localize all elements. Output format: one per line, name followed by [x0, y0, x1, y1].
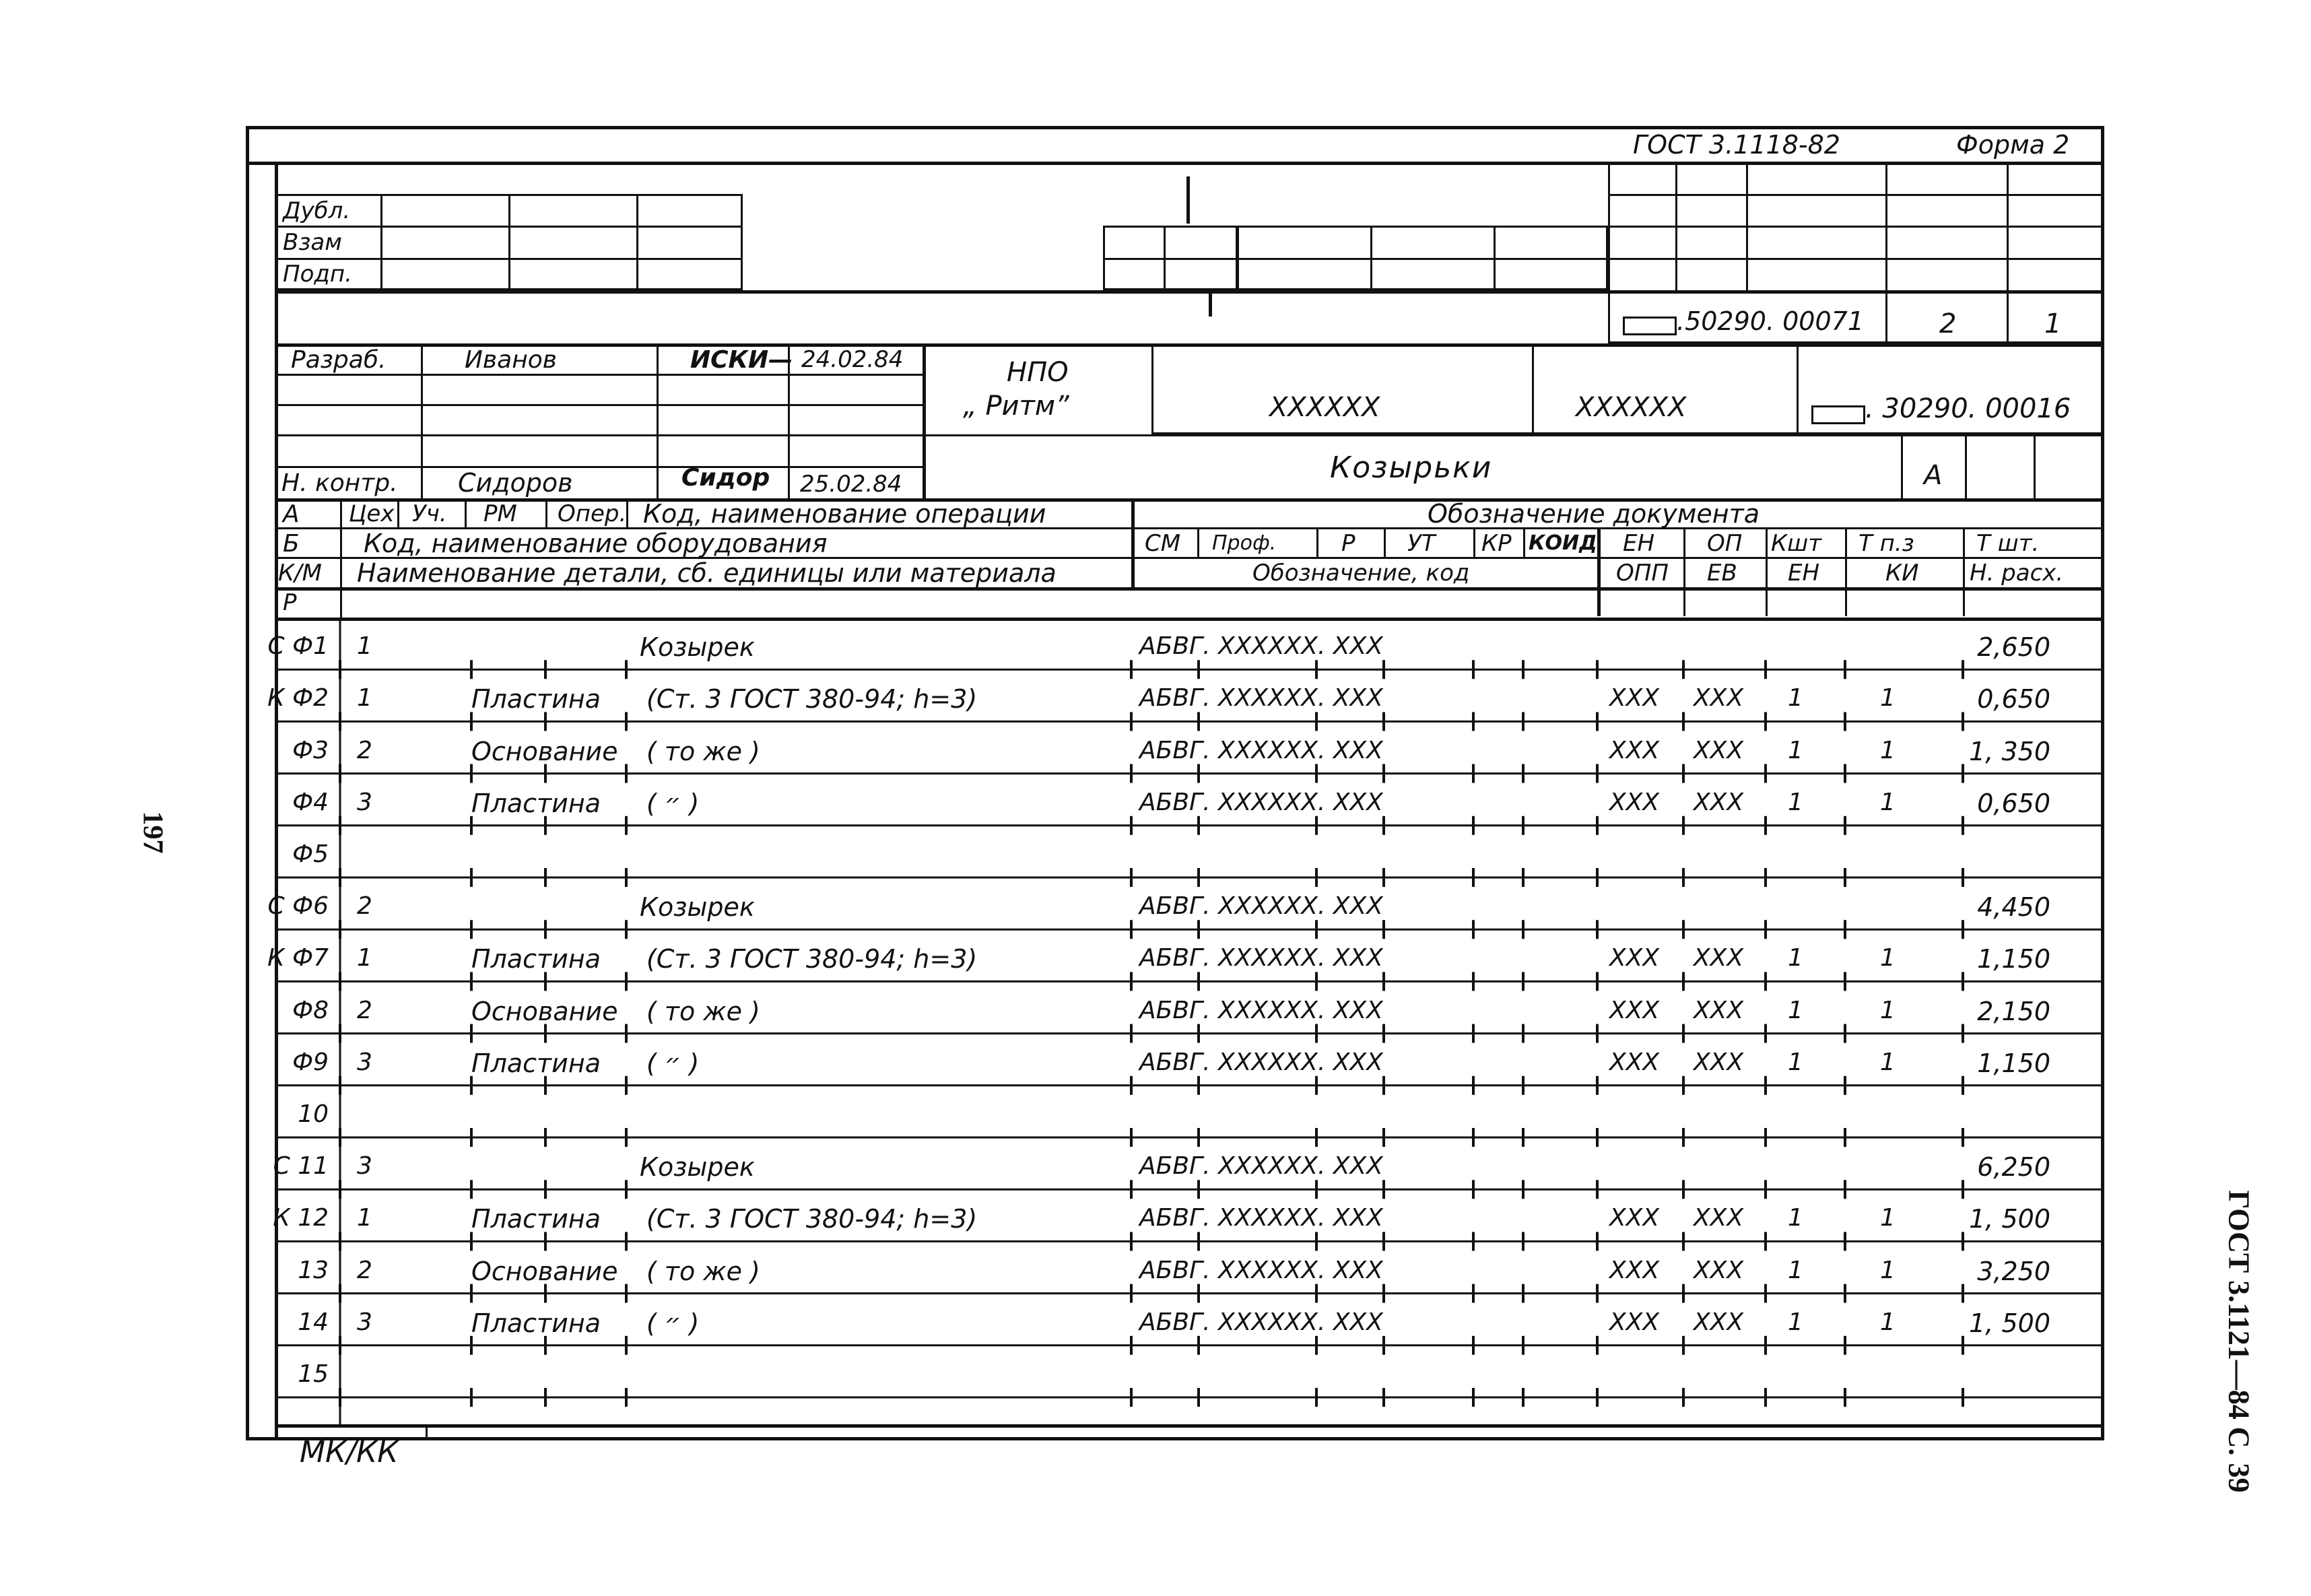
developer-label: Разраб.	[291, 346, 387, 374]
row-en: 1	[1788, 1204, 1803, 1232]
row-code: АБВГ. XXXXXX. XXX	[1139, 892, 1383, 921]
row-b-op: ОП	[1707, 530, 1743, 557]
row-code: АБВГ. XXXXXX. XXX	[1139, 1048, 1383, 1076]
row-opp: XXX	[1609, 788, 1659, 816]
row-name: Пластина	[471, 1048, 601, 1078]
row-ev: XXX	[1694, 1204, 1743, 1232]
row-name: Пластина	[471, 788, 601, 818]
row-ki: 1	[1880, 788, 1896, 816]
row-name: Пластина	[471, 944, 601, 974]
developer-signature: ИСКИ—	[690, 346, 793, 374]
row-opp: XXX	[1609, 944, 1659, 972]
row-name: Козырек	[640, 632, 755, 663]
row-code: АБВГ. XXXXXX. XXX	[1139, 1152, 1383, 1181]
row-ev: XXX	[1694, 1048, 1743, 1076]
row-rate: 1, 500	[1969, 1308, 2050, 1338]
row-material: ( ״ )	[646, 1308, 700, 1338]
row-material: ( то же )	[646, 1256, 760, 1286]
doc-number-top: .50290. 00071	[1677, 306, 1865, 336]
row-position: 2	[357, 736, 372, 764]
row-ki: 1	[1880, 1048, 1896, 1076]
doc-number-main: . 30290. 00016	[1865, 393, 2071, 424]
control-name: Сидоров	[458, 468, 573, 498]
row-opp: XXX	[1609, 1256, 1659, 1284]
row-number: К Ф7	[267, 944, 329, 972]
row-rate: 0,650	[1977, 788, 2050, 818]
row-number: К 12	[273, 1204, 329, 1232]
row-ki: 1	[1880, 944, 1896, 972]
row-a-uch: Уч.	[412, 500, 447, 527]
row-en: 1	[1788, 1048, 1803, 1076]
product-name: Козырьки	[1330, 451, 1493, 485]
row-opp: XXX	[1609, 1204, 1659, 1232]
row-number: Ф4	[292, 788, 329, 816]
row-position: 1	[357, 944, 372, 972]
row-a-key: А	[283, 500, 300, 528]
row-number: Ф3	[292, 736, 329, 764]
row-p-key: Р	[283, 589, 297, 616]
row-opp: XXX	[1609, 996, 1659, 1024]
row-ki: 1	[1880, 996, 1896, 1024]
row-ev: XXX	[1694, 788, 1743, 816]
row-material: (Ст. 3 ГОСТ 380-94; h=3)	[646, 1204, 978, 1234]
row-name: Козырек	[640, 892, 755, 923]
row-ev: XXX	[1694, 736, 1743, 764]
row-km-ev: ЕВ	[1707, 560, 1737, 587]
row-number: Ф5	[292, 840, 329, 868]
stamp-label-podp: Подп.	[283, 261, 352, 288]
row-km-code: Обозначение, код	[1252, 560, 1470, 587]
row-code: АБВГ. XXXXXX. XXX	[1139, 1308, 1383, 1336]
row-number: 13	[298, 1256, 329, 1284]
row-position: 1	[357, 684, 372, 712]
control-date: 25.02.84	[800, 471, 902, 498]
row-ki: 1	[1880, 684, 1896, 712]
row-opp: XXX	[1609, 736, 1659, 764]
row-a-tsekh: Цех	[349, 500, 395, 527]
row-number: Ф9	[292, 1048, 329, 1076]
row-number: 10	[298, 1100, 329, 1128]
row-code: АБВГ. XXXXXX. XXX	[1139, 736, 1383, 764]
row-ki: 1	[1880, 736, 1896, 764]
row-en: 1	[1788, 1256, 1803, 1284]
row-b-equipment: Код, наименование оборудования	[364, 529, 828, 558]
row-number: Ф8	[292, 996, 329, 1024]
row-position: 2	[357, 892, 372, 921]
row-number: С 11	[273, 1152, 329, 1181]
row-a-oper: Опер.	[558, 500, 627, 527]
row-code: АБВГ. XXXXXX. XXX	[1139, 632, 1383, 661]
row-km-key: К/М	[278, 560, 322, 587]
row-ev: XXX	[1694, 1256, 1743, 1284]
row-position: 3	[357, 788, 372, 816]
row-material: ( ״ )	[646, 788, 700, 818]
row-name: Пластина	[471, 1308, 601, 1338]
sheets-count: 1	[2044, 308, 2062, 339]
page-number: 197	[137, 811, 168, 854]
row-ev: XXX	[1694, 944, 1743, 972]
row-ki: 1	[1880, 1308, 1896, 1336]
row-material: ( то же )	[646, 736, 760, 766]
row-b-r: Р	[1341, 530, 1355, 557]
code-2: XXXXXX	[1576, 392, 1687, 423]
row-en: 1	[1788, 788, 1803, 816]
row-number: С Ф6	[267, 892, 329, 921]
row-rate: 2,650	[1977, 632, 2050, 663]
row-a-rm: РМ	[483, 500, 517, 527]
row-material: ( то же )	[646, 996, 760, 1026]
standard-page-label: ГОСТ 3.1121—84 С. 39	[2222, 1190, 2256, 1493]
row-name: Основание	[471, 736, 618, 766]
stamp-label-dubl: Дубл.	[283, 197, 351, 224]
form-number: Форма 2	[1956, 130, 2070, 160]
row-rate: 1, 500	[1969, 1204, 2050, 1234]
row-en: 1	[1788, 736, 1803, 764]
row-b-en: ЕН	[1623, 530, 1655, 557]
row-rate: 1,150	[1977, 944, 2050, 974]
control-signature: Сидор	[681, 464, 770, 492]
row-position: 3	[357, 1308, 372, 1336]
row-code: АБВГ. XXXXXX. XXX	[1139, 944, 1383, 972]
row-b-kr: КР	[1481, 530, 1512, 557]
row-b-key: Б	[283, 530, 300, 558]
footer-label: МК/КК	[300, 1435, 399, 1469]
row-position: 1	[357, 632, 372, 661]
product-letter: А	[1924, 460, 1943, 491]
row-material: (Ст. 3 ГОСТ 380-94; h=3)	[646, 944, 978, 974]
code-1: XXXXXX	[1269, 392, 1380, 423]
row-ki: 1	[1880, 1256, 1896, 1284]
sheet-number: 2	[1939, 308, 1957, 339]
row-rate: 1,150	[1977, 1048, 2050, 1078]
row-km-rate: Н. расх.	[1970, 560, 2064, 587]
stamp-label-vzam: Взам	[283, 229, 342, 256]
row-position: 2	[357, 1256, 372, 1284]
row-rate: 3,250	[1977, 1256, 2050, 1286]
row-en: 1	[1788, 684, 1803, 712]
row-position: 2	[357, 996, 372, 1024]
row-en: 1	[1788, 996, 1803, 1024]
row-rate: 4,450	[1977, 892, 2050, 923]
row-ki: 1	[1880, 1204, 1896, 1232]
row-rate: 2,150	[1977, 996, 2050, 1026]
row-position: 1	[357, 1204, 372, 1232]
row-en: 1	[1788, 1308, 1803, 1336]
row-code: АБВГ. XXXXXX. XXX	[1139, 1204, 1383, 1232]
row-ev: XXX	[1694, 684, 1743, 712]
row-code: АБВГ. XXXXXX. XXX	[1139, 996, 1383, 1024]
row-b-koid: КОИД	[1529, 531, 1597, 555]
row-km-ki: КИ	[1885, 560, 1919, 587]
row-code: АБВГ. XXXXXX. XXX	[1139, 1256, 1383, 1284]
developer-name: Иванов	[465, 346, 557, 374]
row-position: 3	[357, 1048, 372, 1076]
org-line2: „ Ритм”	[963, 391, 1069, 422]
row-b-prof: Проф.	[1212, 531, 1277, 555]
org-line1: НПО	[1007, 357, 1069, 388]
row-opp: XXX	[1609, 684, 1659, 712]
row-number: 14	[298, 1308, 329, 1336]
row-km-material: Наименование детали, сб. единицы или материала	[357, 558, 1057, 588]
row-b-tpz: Т п.з	[1858, 530, 1914, 557]
row-name: Пластина	[471, 1204, 601, 1234]
row-code: АБВГ. XXXXXX. XXX	[1139, 684, 1383, 712]
row-name: Основание	[471, 996, 618, 1026]
row-b-ksht: Кшт	[1771, 530, 1822, 557]
row-rate: 1, 350	[1969, 736, 2050, 766]
row-rate: 0,650	[1977, 684, 2050, 714]
row-opp: XXX	[1609, 1048, 1659, 1076]
row-name: Козырек	[640, 1152, 755, 1183]
row-material: (Ст. 3 ГОСТ 380-94; h=3)	[646, 684, 978, 714]
row-km-opp: ОПП	[1616, 560, 1669, 587]
developer-date: 24.02.84	[801, 346, 904, 373]
control-label: Н. контр.	[281, 469, 398, 497]
row-material: ( ״ )	[646, 1048, 700, 1078]
row-ev: XXX	[1694, 996, 1743, 1024]
row-name: Пластина	[471, 684, 601, 714]
row-a-document: Обозначение документа	[1428, 499, 1760, 529]
row-name: Основание	[471, 1256, 618, 1286]
row-b-tsht: Т шт.	[1976, 530, 2040, 557]
row-number: 15	[298, 1360, 329, 1388]
row-ev: XXX	[1694, 1308, 1743, 1336]
row-b-sm: СМ	[1145, 530, 1181, 557]
row-en: 1	[1788, 944, 1803, 972]
row-position: 3	[357, 1152, 372, 1181]
row-code: АБВГ. XXXXXX. XXX	[1139, 788, 1383, 816]
row-number: К Ф2	[267, 684, 329, 712]
row-opp: XXX	[1609, 1308, 1659, 1336]
row-b-ut: УТ	[1407, 530, 1436, 557]
row-a-operation: Код, наименование операции	[643, 499, 1046, 529]
row-number: С Ф1	[267, 632, 329, 661]
row-rate: 6,250	[1977, 1152, 2050, 1183]
row-km-en: ЕН	[1788, 560, 1820, 587]
standard-title: ГОСТ 3.1118-82	[1633, 130, 1840, 160]
